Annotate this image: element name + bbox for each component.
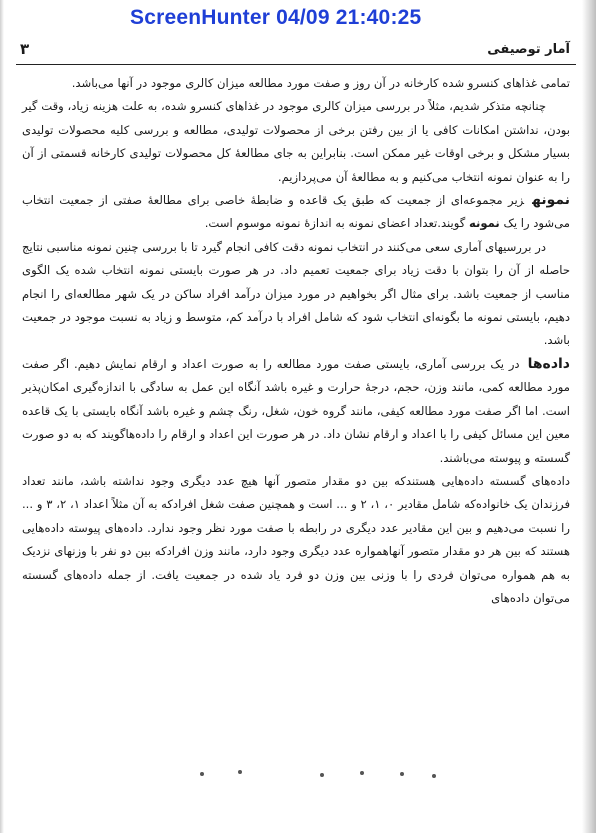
page-number: ۳ xyxy=(20,40,30,58)
scan-dot xyxy=(320,773,324,777)
scan-dot xyxy=(360,771,364,775)
paragraph-data-definition xyxy=(22,353,570,470)
screenhunter-watermark: ScreenHunter 04/09 21:40:25 xyxy=(130,6,422,29)
sample-bold-word: نمونه xyxy=(468,216,500,231)
scan-left-edge xyxy=(0,0,4,833)
page-header xyxy=(16,40,576,65)
paragraph-1: تمامی غذاهای کنسرو شده کارخانه در آن روز و صفت مورد مطالعه میزان کالری موجود در آنها می‌باشد. xyxy=(71,76,570,90)
scan-dot xyxy=(200,772,204,776)
sample-definition-text-b: گویند.تعداد اعضای نمونه به اندازهٔ نمونه موسوم است. xyxy=(204,216,466,231)
chapter-title: آمار توصیفی xyxy=(487,42,570,57)
scan-dots xyxy=(200,770,460,780)
data-definition-text: در یک بررسی آماری، بایستی صفت مورد مطالعه را به صورت اعداد و ارقام نمایش دهیم. اگر صفت مورد مطالعه کمی، مانند وزن، حجم، درجهٔ حرارت و غیره باشد آنگاه این عمل به سادگی با اندازه‌گیری امکان‌پذیر است. اما اگر صفت مورد مطالعه کیفی، مانند گروه خون، شغل، رنگ چشم و غیره باشد آنگاه بایستی با یک قاعده معین این مسائل کیفی را با اعداد و ارقام نشان داد. در هر صورت این اعداد و ارقام را داده‌هاگویند که به دو صورت گسسته و پیوسته می‌باشند. xyxy=(22,356,570,465)
scan-dot xyxy=(238,770,242,774)
scan-right-edge xyxy=(582,0,596,833)
paragraph-4: در بررسیهای آماری سعی می‌کنند در انتخاب نمونه دقت کافی انجام گیرد تا با بررسی چنین نمونه مناسبی نتایج حاصله از آن را بتوان با دقت زیاد برای جمعیت تعمیم داد. در هر صورت بایستی نمونه انتخاب شده یک الگوی مناسب از جمعیت باشد. برای مثال اگر بخواهیم در مورد میزان درآمد افراد ساکن در یک شهر مطالعه‌ای را انجام دهیم، بایستی نمونه ما بگونه‌ای انتخاب شود که شامل افراد با درآمد کم، متوسط و زیاد به نسبت موجود در جمعیت باشد. xyxy=(22,239,570,348)
paragraph-2: چنانچه متذکر شدیم، مثلاً در بررسی میزان کالری موجود در غذاهای کنسرو شده، به علت هزینه زیاد، وقت گیر بودن، نداشتن امکانات کافی یا از بین رفتن برخی از محصولات تولیدی، مطالعه و بررسی کلیه محصولات تولیدی بسیار مشکل و برخی اوقات غیر ممکن است. بنابراین به جای مطالعهٔ کل محصولات تولیدی کارخانه قسمتی از آن را به عنوان نمونه انتخاب می‌کنیم و به مطالعهٔ آن می‌پردازیم. xyxy=(22,99,570,184)
term-sample: نمونه xyxy=(532,192,570,209)
paragraph-sample-definition xyxy=(22,189,570,236)
page-body xyxy=(22,72,570,610)
scan-dot xyxy=(432,774,436,778)
paragraph-6: داده‌های گسسته داده‌هایی هستندکه بین دو مقدار متصور آنها هیچ عدد دیگری وجود نداشته باشد، مانند تعداد فرزندان یک خانواده‌که شامل مقادیر ۰، ۱، ۲ و ... است و همچنین صفت شغل افرادکه به آن مثلاً اعداد ۱، ۲، ۳ و ... را نسبت می‌دهیم و بین این مقادیر عدد دیگری در رابطه با صفت مورد نظر وجود ندارد. داده‌های پیوسته داده‌هایی هستند که بین هر دو مقدار متصور آنهاهمواره عدد دیگری وجود دارد، مانند وزن افرادکه بین دو نفر با وزنهای نزدیک به هم همواره می‌توان فردی را با وزنی بین وزن دو فرد یاد شده در جمعیت یافت. از جمله داده‌های گسسته می‌توان داده‌های xyxy=(22,473,570,605)
term-data: داده‌ها xyxy=(527,355,570,372)
sample-definition-text-a: زیر مجموعه‌ای از جمعیت که طبق یک قاعده و ضابطهٔ خاصی برای مطالعهٔ صفتی از جمعیت انتخاب می‌شود را یک xyxy=(22,193,570,231)
scan-dot xyxy=(400,772,404,776)
